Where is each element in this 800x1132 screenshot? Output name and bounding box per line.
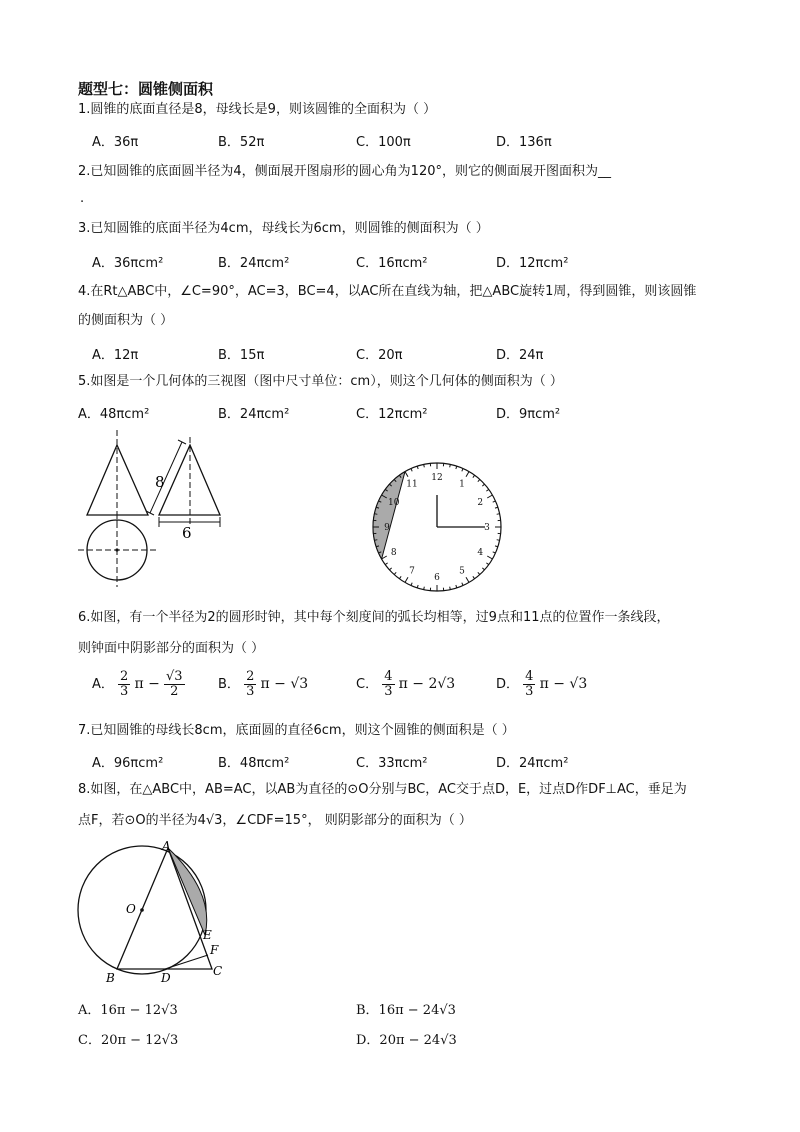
q8-option-d[interactable]: D．20π − 24√3 [356, 1033, 457, 1048]
question-6-line1: 6.如图，有一个半径为2的圆形时钟，其中每个刻度间的弧长均相等，过9点和11点的位置作一条线段， [78, 610, 670, 625]
segment-df [165, 955, 208, 969]
clock-tick [411, 469, 412, 472]
clock-tick [374, 514, 377, 515]
point-f-label: F [210, 943, 219, 957]
q5-option-b[interactable]: B．24πcm² [218, 407, 290, 422]
point-c-label: C [213, 964, 223, 978]
q8-option-b[interactable]: B．16π − 24√3 [356, 1003, 456, 1018]
question-3: 3.已知圆锥的底面半径为4cm，母线长为6cm，则圆锥的侧面积为（ ） [78, 221, 489, 236]
clock-tick [482, 568, 484, 570]
clock-tick [399, 576, 401, 578]
q5-option-a[interactable]: A．48πcm² [78, 407, 150, 422]
clock-number: 6 [434, 573, 440, 583]
q5-option-c[interactable]: C．12πcm² [356, 407, 428, 422]
clock-tick [473, 475, 475, 477]
clock-tick [411, 583, 412, 586]
clock-tick [486, 489, 488, 491]
clock-tick [478, 572, 480, 574]
clock-tick [417, 466, 418, 469]
point-e-label: E [203, 928, 212, 942]
clock-tick [405, 577, 408, 582]
clock-number: 5 [459, 566, 465, 577]
center-o [140, 908, 144, 912]
clock-tick [417, 585, 418, 588]
clock-tick [473, 576, 475, 578]
clock-number: 2 [477, 498, 484, 508]
clock-tick [487, 495, 492, 498]
question-8-line2: 点F，若⊙O的半径为4√3，∠CDF=15°， 则阴影部分的面积为（ ） [78, 813, 472, 828]
q3-option-b[interactable]: B．24πcm² [218, 256, 290, 271]
clock-tick [405, 472, 408, 477]
clock-tick [389, 568, 391, 570]
q6-option-d[interactable]: D． $\frac{4}{3}$ π − √3 [496, 669, 588, 699]
clock-tick [462, 469, 463, 472]
section-title: 题型七：圆锥侧面积 [78, 80, 214, 98]
q3-option-a[interactable]: A．36πcm² [92, 256, 164, 271]
q3-option-c[interactable]: C．16πcm² [356, 256, 428, 271]
question-5: 5.如图是一个几何体的三视图（图中尺寸单位：cm），则这个几何体的侧面积为（ ） [78, 374, 563, 389]
q4-option-b[interactable]: B．15π [218, 348, 265, 363]
clock-tick [466, 577, 469, 582]
question-2-tail: . [80, 191, 85, 206]
clock-tick [487, 556, 492, 559]
clock-tick [478, 479, 480, 481]
q4-option-c[interactable]: C．20π [356, 348, 403, 363]
q1-option-c[interactable]: C．100π [356, 135, 411, 150]
clock-number: 1 [459, 479, 465, 490]
clock-number: 9 [384, 523, 390, 533]
clock-tick [394, 572, 396, 574]
q7-option-a[interactable]: A．96πcm² [92, 756, 164, 771]
slant-label: 8 [155, 473, 165, 491]
q7-option-c[interactable]: C．33πcm² [356, 756, 428, 771]
clock-number: 8 [390, 548, 397, 558]
question-8-line1: 8.如图，在△ABC中，AB=AC，以AB为直径的⊙O分别与BC，AC交于点D，E，过点D作DF⊥AC，垂足为 [78, 782, 687, 797]
clock-number: 4 [477, 548, 484, 558]
clock-number: 7 [409, 566, 415, 577]
q1-option-b[interactable]: B．52π [218, 135, 265, 150]
clock-tick [450, 587, 451, 590]
q7-option-d[interactable]: D．24πcm² [496, 756, 569, 771]
clock-number: 10 [387, 498, 400, 508]
q4-option-d[interactable]: D．24π [496, 348, 544, 363]
three-view-figure [70, 425, 240, 595]
clock-tick [456, 585, 457, 588]
clock-tick [424, 464, 425, 467]
shaded-region [168, 848, 207, 935]
clock-number: 11 [406, 479, 418, 490]
clock-tick [486, 563, 488, 565]
q1-option-d[interactable]: D．136π [496, 135, 552, 150]
clock-tick [374, 540, 377, 541]
clock-tick [493, 501, 496, 502]
q4-option-a[interactable]: A．12π [92, 348, 139, 363]
clock-tick [495, 546, 498, 547]
question-4-line2: 的侧面积为（ ） [78, 313, 174, 328]
clock-tick [424, 587, 425, 590]
point-a-label: A [162, 839, 171, 853]
q8-option-a[interactable]: A．16π − 12√3 [78, 1003, 178, 1018]
clock-tick [466, 472, 469, 477]
clock-tick [456, 466, 457, 469]
clock-tick [462, 583, 463, 586]
question-2: 2.已知圆锥的底面圆半径为4，侧面展开图扇形的圆心角为120°，则它的侧面展开图面积为__ [78, 164, 611, 179]
clock-figure [365, 460, 510, 595]
q7-option-b[interactable]: B．48πcm² [218, 756, 290, 771]
question-6-line2: 则钟面中阴影部分的面积为（ ） [78, 641, 265, 656]
question-1: 1.圆锥的底面直径是8，母线长是9，则该圆锥的全面积为（ ） [78, 102, 437, 117]
clock-tick [450, 464, 451, 467]
point-d-label: D [161, 971, 171, 985]
q5-option-d[interactable]: D．9πcm² [496, 407, 561, 422]
question-7: 7.已知圆锥的母线长8cm，底面圆的直径6cm，则这个圆锥的侧面积是（ ） [78, 723, 515, 738]
clock-number: 3 [484, 523, 490, 533]
clock-tick [497, 540, 500, 541]
q3-option-d[interactable]: D．12πcm² [496, 256, 569, 271]
clock-tick [495, 507, 498, 508]
clock-number: 12 [431, 473, 443, 483]
clock-tick [493, 552, 496, 553]
clock-tick [385, 563, 387, 565]
q6-option-b[interactable]: B． $\frac{2}{3}$ π − √3 [218, 669, 309, 699]
q6-option-c[interactable]: C． $\frac{4}{3}$ π − 2√3 [356, 669, 456, 699]
question-4-line1: 4.在Rt△ABC中，∠C=90°，AC=3，BC=4，以AC所在直线为轴，把△ABC旋转1周，得到圆锥，则该圆锥 [78, 284, 697, 299]
clock-tick [497, 514, 500, 515]
point-b-label: B [106, 971, 115, 985]
q6-option-a[interactable]: A． $\frac{2}{3}$ π − $\frac{√3}{2}$ [92, 669, 183, 699]
q1-option-a[interactable]: A．36π [92, 135, 139, 150]
circle-triangle-figure [70, 838, 240, 988]
q8-option-c[interactable]: C．20π − 12√3 [78, 1033, 179, 1048]
clock-tick [482, 484, 484, 486]
point-o-label: O [126, 902, 136, 916]
base-label: 6 [182, 524, 192, 542]
